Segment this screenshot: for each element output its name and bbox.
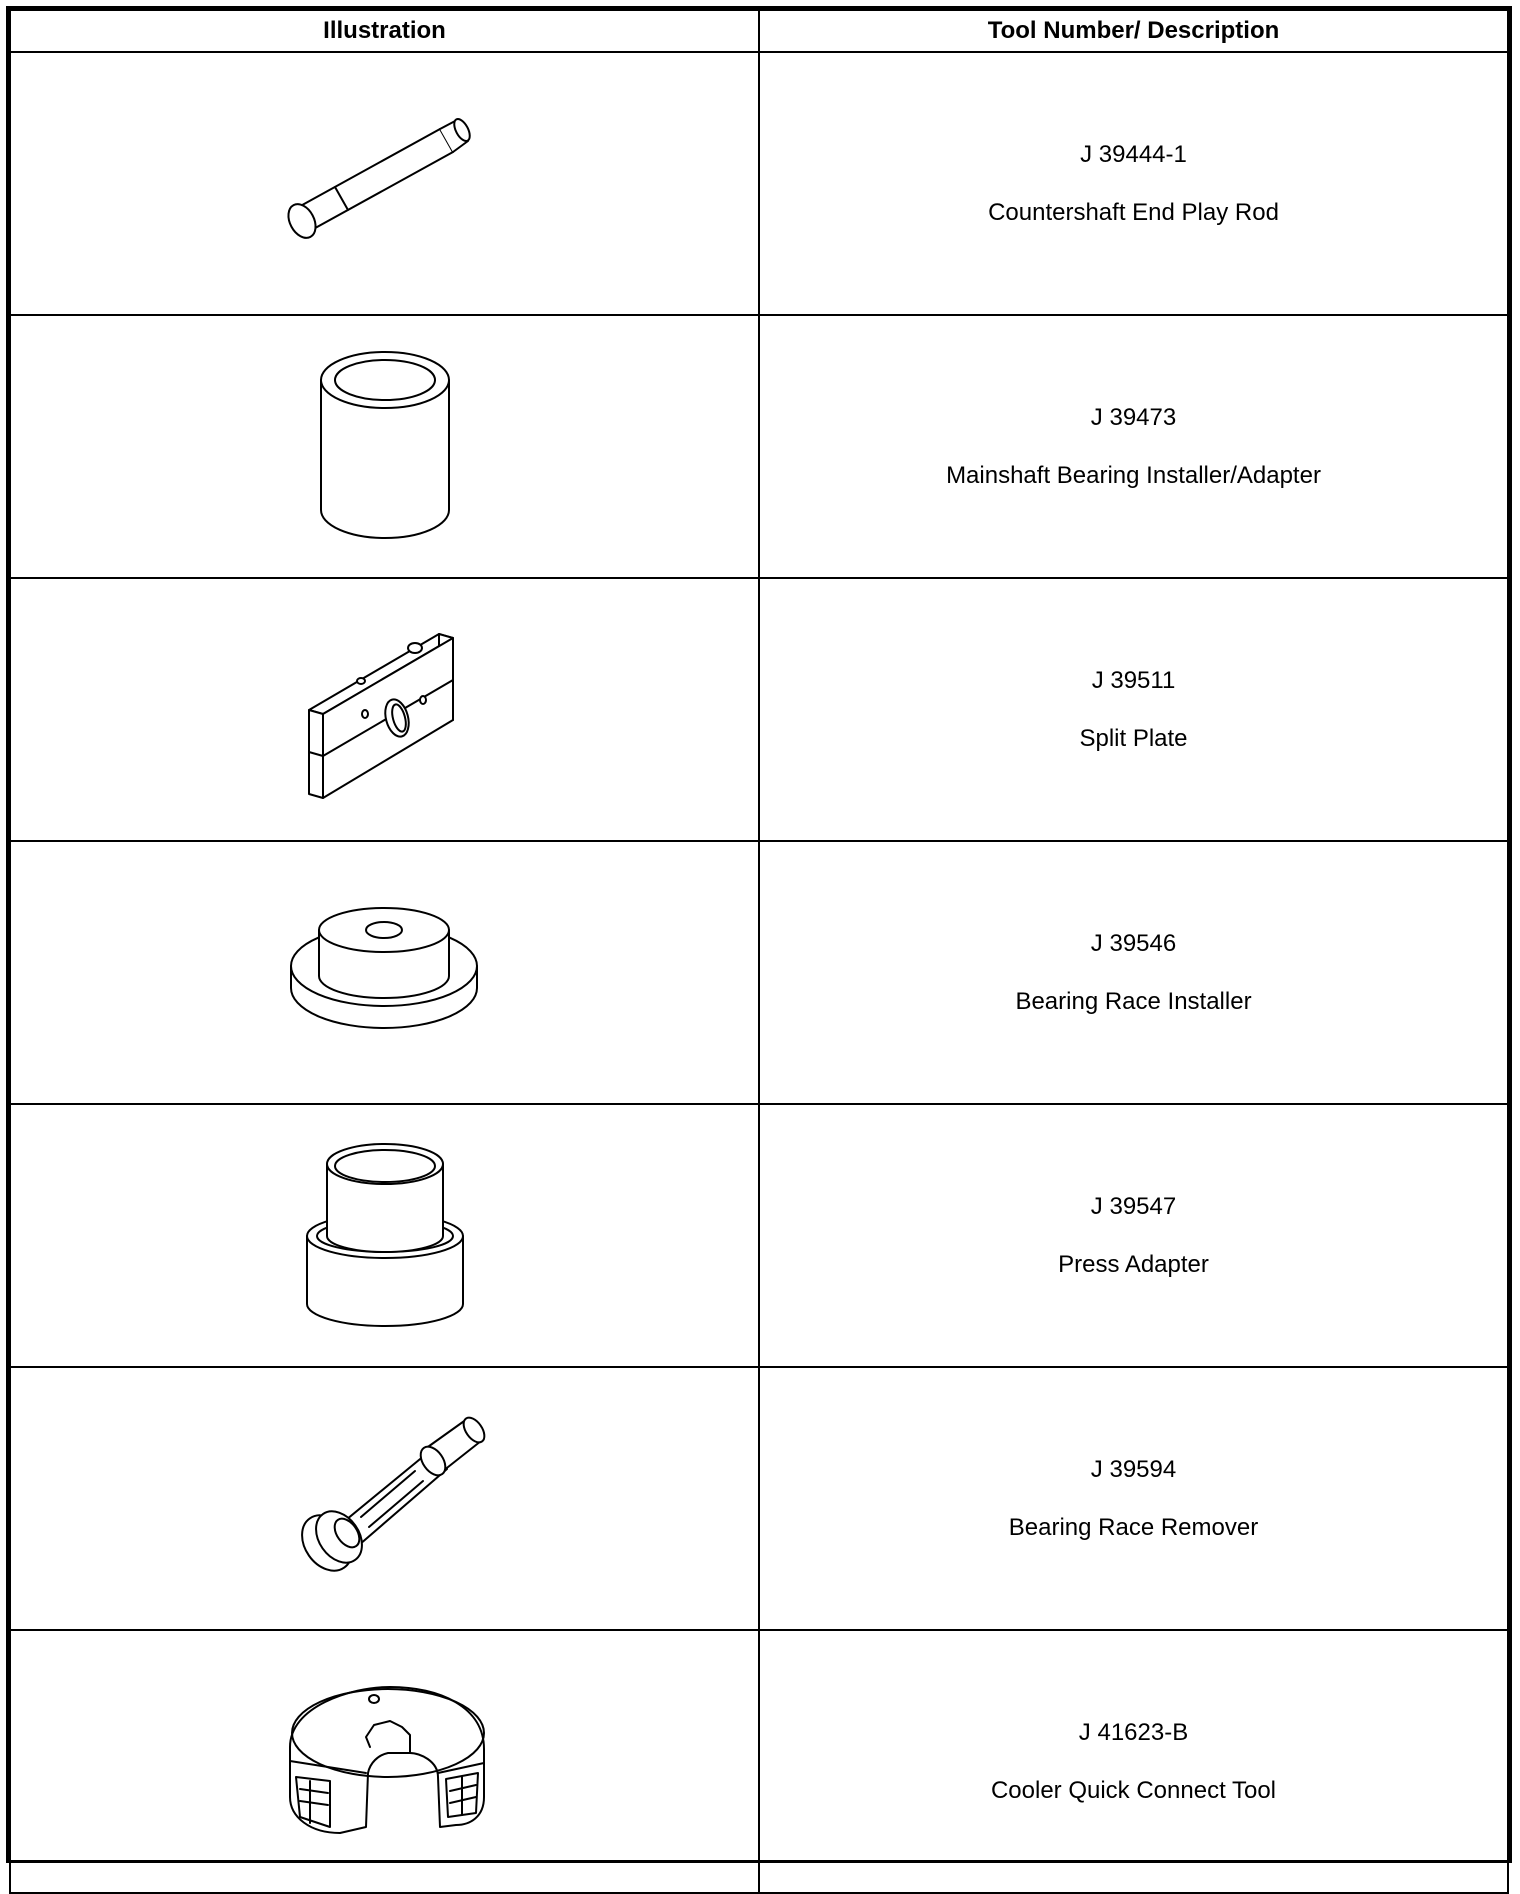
tool-number: J 41623-B: [1078, 1718, 1189, 1746]
tool-description-cell: [759, 1367, 1508, 1630]
illustration-cell: [10, 1630, 759, 1893]
illustration-cell: [10, 1367, 759, 1630]
illustration-cell: [10, 315, 759, 578]
tool-description-cell: [759, 315, 1508, 578]
tool-description: Countershaft End Play Rod: [988, 198, 1279, 226]
illustration-cell: [10, 1104, 759, 1367]
quick-connect-icon: [270, 1677, 500, 1847]
table-header-row: [10, 10, 1508, 52]
tool-description-cell: [759, 1630, 1508, 1893]
tool-description-cell: [759, 1104, 1508, 1367]
tool-description: Bearing Race Remover: [1008, 1513, 1259, 1541]
race-installer-icon: [285, 898, 485, 1048]
tool-description: Cooler Quick Connect Tool: [990, 1776, 1277, 1804]
tool-number: J 39473: [1090, 403, 1177, 431]
tool-description-cell: [759, 52, 1508, 315]
table-row: [10, 1630, 1508, 1893]
press-adapter-icon: [295, 1136, 475, 1336]
rod-icon: [275, 114, 495, 254]
header-tool-number-description: Tool Number/ Description: [759, 10, 1508, 52]
tool-number: J 39547: [1090, 1192, 1177, 1220]
tool-number: J 39594: [1090, 1455, 1177, 1483]
tool-description-cell: [759, 841, 1508, 1104]
tool-description: Split Plate: [1079, 724, 1188, 752]
illustration-cell: [10, 52, 759, 315]
tool-number: J 39511: [1091, 666, 1176, 694]
table-row: [10, 1104, 1508, 1367]
special-tools-table: [6, 6, 1512, 1863]
table-row: [10, 52, 1508, 315]
tool-description: Mainshaft Bearing Installer/Adapter: [946, 461, 1321, 489]
illustration-cell: [10, 578, 759, 841]
tool-description: Press Adapter: [1058, 1250, 1209, 1278]
tool-number: J 39444-1: [1080, 140, 1187, 168]
tool-number: J 39546: [1090, 929, 1177, 957]
table-row: [10, 1367, 1508, 1630]
sleeve-icon: [305, 342, 465, 552]
tool-description: Bearing Race Installer: [1015, 987, 1252, 1015]
illustration-cell: [10, 841, 759, 1104]
header-illustration: Illustration: [10, 10, 759, 52]
table-row: [10, 841, 1508, 1104]
tool-description-cell: [759, 578, 1508, 841]
race-remover-icon: [275, 1409, 495, 1589]
table-row: [10, 315, 1508, 578]
split-plate-icon: [295, 610, 475, 810]
table-row: [10, 578, 1508, 841]
